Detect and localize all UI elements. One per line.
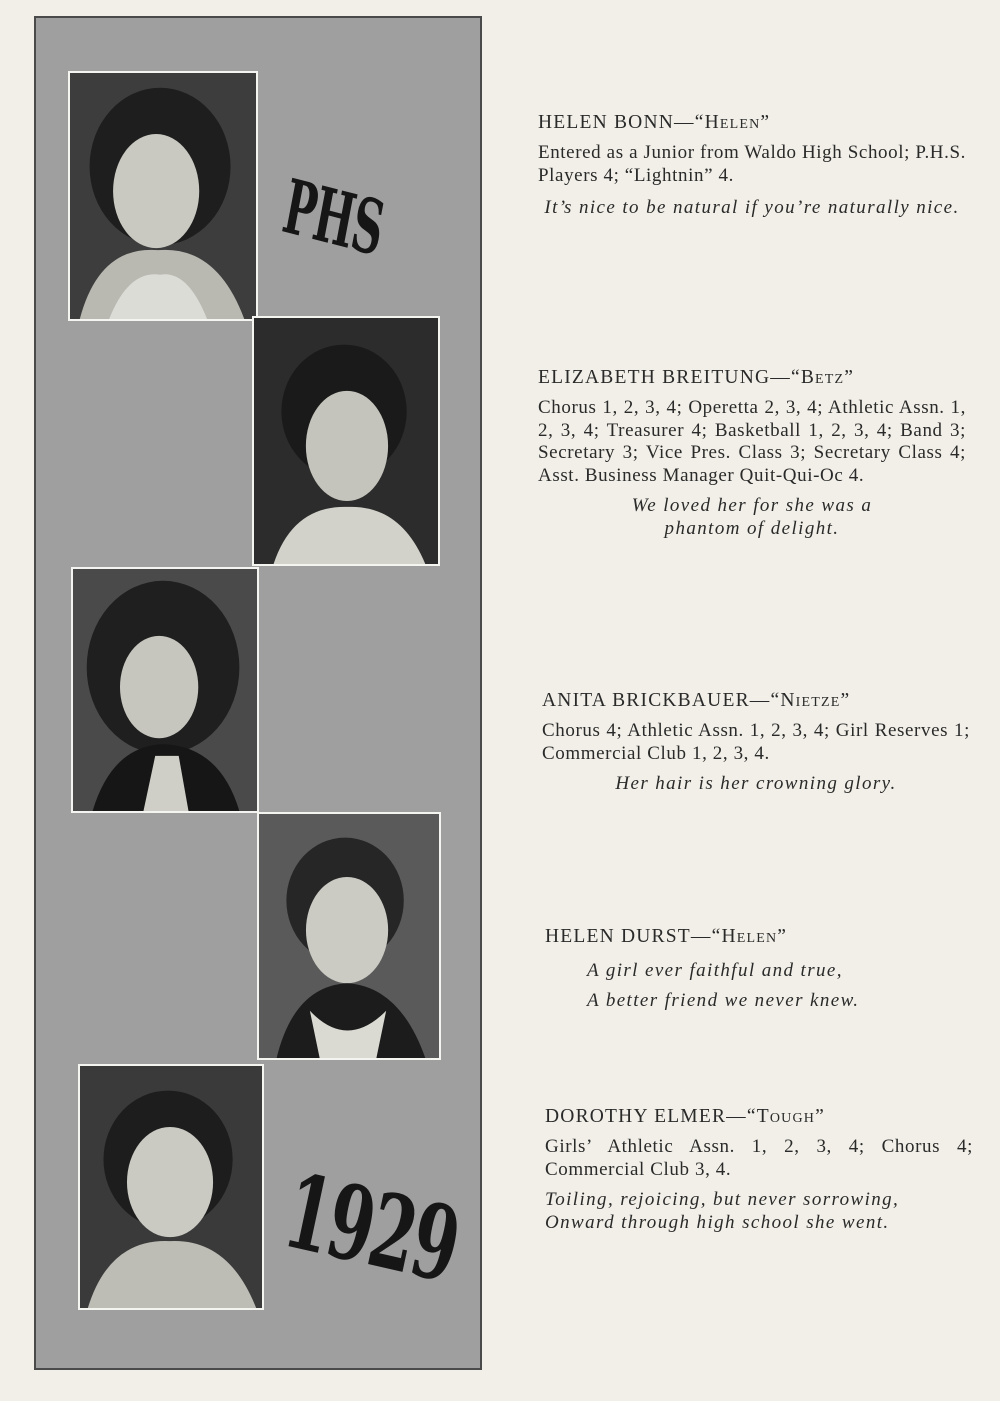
portrait-photo-dorothy-elmer [78,1064,264,1310]
student-nickname: “Helen” [694,112,771,133]
student-record: Entered as a Junior from Waldo High School; P.H.S. Players 4; “Lightnin” 4. [538,142,966,186]
student-entry-elizabeth-breitung [538,367,966,541]
motto-line: We loved her for she was a [631,495,873,517]
student-name-text: ANITA BRICKBAUER— [542,690,771,711]
portrait-photo-anita-brickbauer [71,567,259,813]
motto-line: phantom of delight. [664,517,840,539]
student-entry-helen-durst [545,926,973,1016]
student-nickname: “Betz” [790,367,855,388]
student-name-text: HELEN BONN— [538,112,695,133]
class-year: 1929 [282,1148,461,1308]
student-entry-helen-bonn [538,112,966,220]
student-name-text: HELEN DURST— [545,926,712,947]
motto-line: A girl ever faithful and true, [587,960,843,981]
student-record: Chorus 1, 2, 3, 4; Operetta 2, 3, 4; Athletic Assn. 1, 2, 3, 4; Treasurer 4; Basketball 1, 2, 3, 4; Band 3; Secretary 3; Vice Pres. Class 3; Secretary Class 4; Asst. Business Manager Quit-Qui-Oc 4. [538,397,966,486]
student-nickname: “Nietze” [770,690,851,711]
student-name-text: DOROTHY ELMER— [545,1106,747,1127]
student-nickname: “Helen” [711,926,788,947]
student-motto [538,495,966,540]
student-motto [542,773,970,796]
student-motto [545,956,973,1016]
motto-line: Toiling, rejoicing, but never sorrowing, [545,1189,900,1211]
student-name-text: ELIZABETH BREITUNG— [538,367,791,388]
student-motto [538,197,966,220]
student-name [538,367,966,389]
school-monogram: PHS [281,161,386,274]
motto-line: Onward through high school she went. [545,1211,890,1233]
student-nickname: “Tough” [746,1106,825,1127]
student-entry-anita-brickbauer [542,690,970,796]
student-record: Chorus 4; Athletic Assn. 1, 2, 3, 4; Girl Reserves 1; Commercial Club 1, 2, 3, 4. [542,720,970,764]
motto-line: It’s nice to be natural if you’re naturally nice. [544,197,960,219]
student-name [538,112,966,134]
portrait-panel [34,16,482,1370]
portrait-photo-elizabeth-breitung [252,316,440,566]
portrait-photo-helen-bonn [68,71,258,321]
student-name [545,926,973,948]
student-record: Girls’ Athletic Assn. 1, 2, 3, 4; Chorus 4; Commercial Club 3, 4. [545,1136,973,1180]
motto-line: A better friend we never knew. [587,990,860,1011]
student-entry-dorothy-elmer [545,1106,973,1234]
portrait-photo-helen-durst [257,812,441,1060]
student-name [542,690,970,712]
student-motto [545,1189,973,1234]
student-name [545,1106,973,1128]
motto-line: Her hair is her crowning glory. [615,773,897,795]
